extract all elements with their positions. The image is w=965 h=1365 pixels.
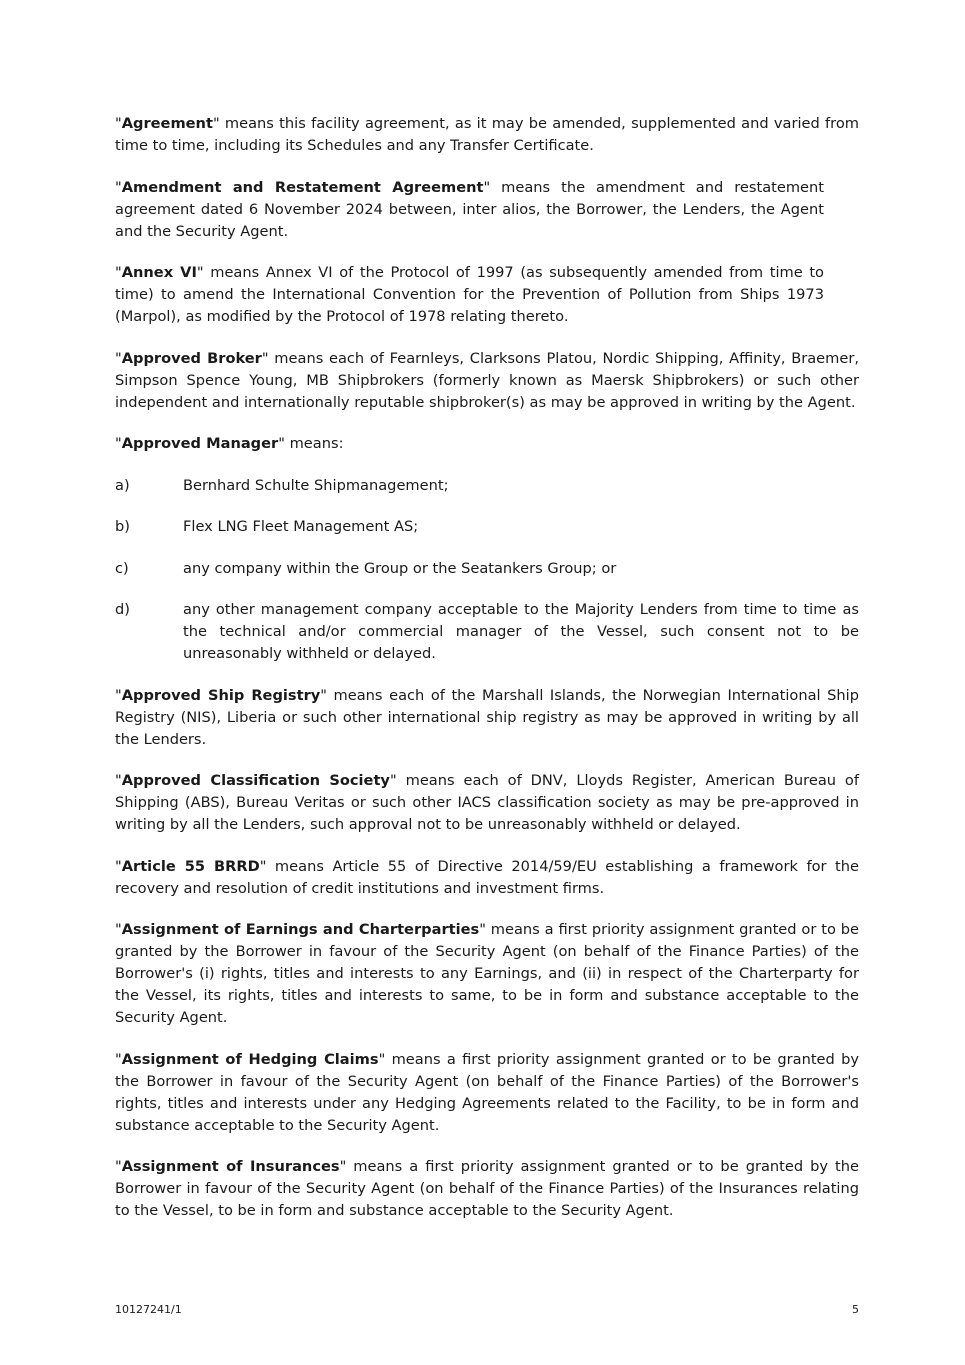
defined-term: Assignment of Hedging Claims <box>121 1050 379 1068</box>
list-text: Flex LNG Fleet Management AS; <box>183 518 419 535</box>
document-reference: 10127241/1 <box>115 1303 182 1316</box>
defined-term: Assignment of Earnings and Charterparties <box>121 921 480 938</box>
definition-text: means this facility agreement, as it may be amended, supplemented and varied from time to time, including its Schedules and any Transfer Certificate. <box>115 115 859 154</box>
page-footer <box>115 1303 859 1316</box>
list-item <box>115 599 859 665</box>
list-text: any other management company acceptable to the Majority Lenders from time to time as the technical and/or commercial manager of the Vessel, such consent not to be unreasonably withheld or delayed. <box>183 601 859 662</box>
definition-text: means each of Fearnleys, Clarksons Platou, Nordic Shipping, Affinity, Braemer, Simpson Spence Young, MB Shipbrokers (formerly known as Maersk Shipbrokers) or such other independent and internationally reputable shipbroker(s) as may be approved in writing by the Agent. <box>115 349 859 411</box>
defined-term: Assignment of Insurances <box>121 1158 340 1175</box>
definition-text: means Article 55 of Directive 2014/59/EU establishing a framework for the recovery and resolution of credit institutions and investment firms. <box>115 857 859 897</box>
definition-assignment-of-insurances: "Assignment of Insurances" means a first priority assignment granted or to be granted by the Borrower in favour of the Security Agent (on behalf of the Finance Parties) of the Insurances relating to the Vessel, to be in form and substance acceptable to the Security Agent. <box>115 1158 859 1219</box>
definition-assignment-of-earnings-and-charterparties: "Assignment of Earnings and Charterparties" means a first priority assignment granted or to be granted by the Borrower in favour of the Security Agent (on behalf of the Finance Parties) of the Borrower's (i) rights, titles and interests to any Earnings, and (ii) in respect of the Charterparty for the Vessel, its rights, titles and interests to same, to be in form and substance acceptable to the Security Agent. <box>115 921 859 1026</box>
definition-annex-vi: "Annex VI" means Annex VI of the Protocol of 1997 (as subsequently amended from time to time) to amend the International Convention for the Prevention of Pollution from Ships 1973 (Marpol), as modified by the Protocol of 1978 relating thereto. <box>115 264 824 325</box>
definition-text: means each of the Marshall Islands, the Norwegian International Ship Registry (NIS), Liberia or such other international ship registry as may be approved in writing by all the Lenders. <box>115 686 859 748</box>
list-label: b) <box>115 518 130 535</box>
defined-term: Approved Manager <box>121 435 279 452</box>
page-number: 5 <box>852 1303 859 1316</box>
document-page <box>115 113 859 1242</box>
definition-amendment-and-restatement-agreement: "Amendment and Restatement Agreement" means the amendment and restatement agreement dated 6 November 2024 between, inter alios, the Borrower, the Lenders, the Agent and the Security Agent. <box>115 178 825 240</box>
defined-term: Annex VI <box>121 264 197 281</box>
definition-text: means Annex VI of the Protocol of 1997 (as subsequently amended from time to time) to amend the International Convention for the Prevention of Pollution from Ships 1973 (Marpol), as modified by the Protocol of 1978 relating thereto. <box>115 264 824 325</box>
list-label: c) <box>115 559 129 577</box>
definition-text: means the amendment and restatement agreement dated 6 November 2024 between, inter alios, the Borrower, the Lenders, the Agent and the Security Agent. <box>115 178 825 240</box>
list-text: Bernhard Schulte Shipmanagement; <box>183 476 449 494</box>
list-item <box>115 516 859 538</box>
list-item <box>115 475 859 497</box>
defined-term: Approved Ship Registry <box>121 686 321 704</box>
definition-approved-broker: "Approved Broker" means each of Fearnleys, Clarksons Platou, Nordic Shipping, Affinity, Braemer, Simpson Spence Young, MB Shipbrokers (formerly known as Maersk Shipbrokers) or such other independent and internationally reputable shipbroker(s) as may be approved in writing by the Agent. <box>115 349 859 411</box>
definition-article-55-brrd: "Article 55 BRRD" means Article 55 of Directive 2014/59/EU establishing a framework for the recovery and resolution of credit institutions and investment firms. <box>115 857 859 897</box>
definition-text: means each of DNV, Lloyds Register, American Bureau of Shipping (ABS), Bureau Veritas or such other IACS classification society as may be pre-approved in writing by all the Lenders, such approval not to be unreasonably withheld or delayed. <box>115 772 859 833</box>
list-label: a) <box>115 476 130 494</box>
definition-agreement: "Agreement" means this facility agreement, as it may be amended, supplemented and varied from time to time, including its Schedules and any Transfer Certificate. <box>115 115 859 154</box>
definition-text: means a first priority assignment granted or to be granted by the Borrower in favour of the Security Agent (on behalf of the Finance Parties) of the Insurances relating to the Vessel, to be in form and substance acceptable to the Security Agent. <box>115 1158 859 1219</box>
defined-term: Approved Classification Society <box>121 772 390 789</box>
definition-approved-ship-registry: "Approved Ship Registry" means each of the Marshall Islands, the Norwegian International Ship Registry (NIS), Liberia or such other international ship registry as may be approved in writing by all the Lenders. <box>115 686 859 748</box>
list-text: any company within the Group or the Seatankers Group; or <box>183 559 617 577</box>
definition-approved-classification-society: "Approved Classification Society" means each of DNV, Lloyds Register, American Bureau of Shipping (ABS), Bureau Veritas or such other IACS classification society as may be pre-approved in writing by all the Lenders, such approval not to be unreasonably withheld or delayed. <box>115 772 859 833</box>
definition-approved-manager: "Approved Manager" means: <box>115 435 344 452</box>
defined-term: Article 55 BRRD <box>121 857 260 875</box>
definition-assignment-of-hedging-claims: "Assignment of Hedging Claims" means a first priority assignment granted or to be granted by the Borrower in favour of the Security Agent (on behalf of the Finance Parties) of the Borrower's rights, titles and interests under any Hedging Agreements related to the Facility, to be in form and substance acceptable to the Security Agent. <box>115 1050 859 1134</box>
defined-term: Agreement <box>121 115 213 132</box>
list-label: d) <box>115 601 130 618</box>
defined-term: Approved Broker <box>121 349 262 367</box>
definition-text: means a first priority assignment granted or to be granted by the Borrower in favour of the Security Agent (on behalf of the Finance Parties) of the Borrower's (i) rights, titles and interests to any Earnings, and (ii) in respect of the Charterparty for the Vessel, its rights, titles and interests to same, to be in form and substance acceptable to the Security Agent. <box>115 921 859 1026</box>
definition-text: means: <box>284 435 344 452</box>
definition-text: means a first priority assignment granted or to be granted by the Borrower in favour of the Security Agent (on behalf of the Finance Parties) of the Borrower's rights, titles and interests under any Hedging Agreements related to the Facility, to be in form and substance acceptable to the Security Agent. <box>115 1050 859 1134</box>
list-item <box>115 558 859 580</box>
defined-term: Amendment and Restatement Agreement <box>121 178 484 196</box>
